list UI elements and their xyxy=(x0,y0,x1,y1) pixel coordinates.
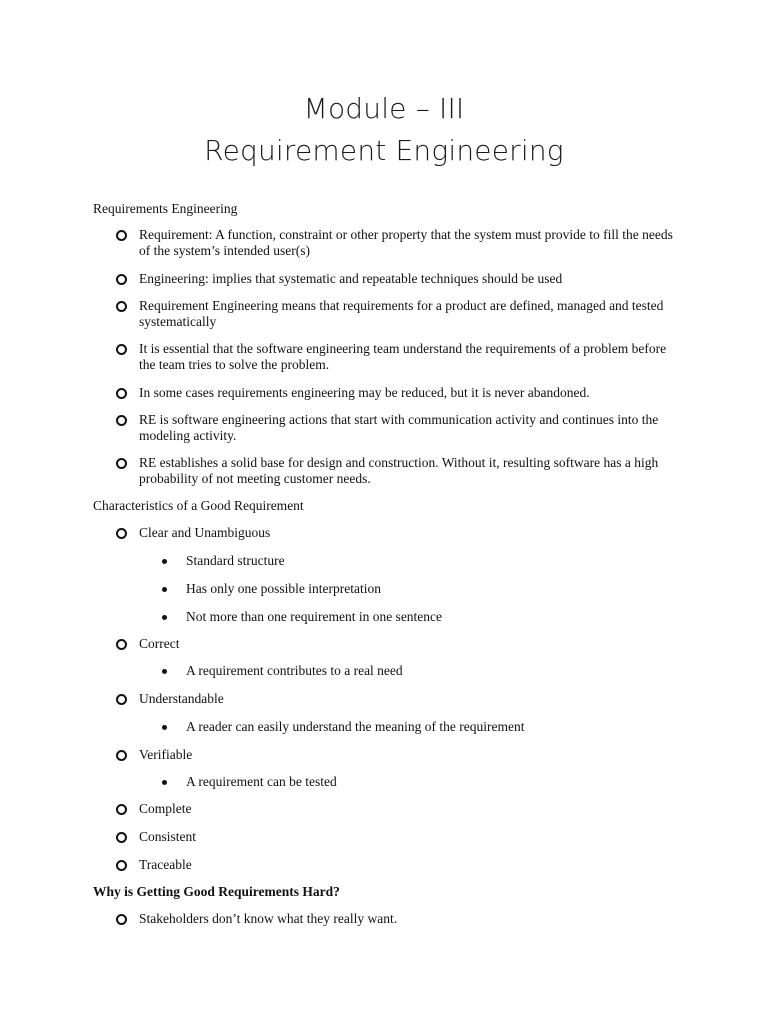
list-item xyxy=(116,455,676,487)
sub-list-item-text: A requirement can be tested xyxy=(186,774,337,789)
list-item-text: Traceable xyxy=(139,857,192,872)
circle-bullet-icon xyxy=(116,832,127,843)
sub-list-item xyxy=(162,553,662,569)
circle-bullet-icon xyxy=(116,639,127,650)
sub-list-item-text: Not more than one requirement in one sentence xyxy=(186,609,443,624)
list-item xyxy=(116,911,676,927)
list-item xyxy=(116,801,676,817)
sub-list-item xyxy=(162,609,662,625)
list-item xyxy=(116,271,676,287)
list-item-text: Verifiable xyxy=(139,747,193,762)
dot-bullet-icon xyxy=(162,587,167,592)
circle-bullet-icon xyxy=(116,230,127,241)
list-item-text: Understandable xyxy=(139,691,224,706)
list-item xyxy=(116,341,676,373)
section-heading-why-hard: Why is Getting Good Requirements Hard? xyxy=(93,884,340,899)
dot-bullet-icon xyxy=(162,615,167,620)
list-item-text: RE establishes a solid base for design and construction. Without it, resulting software has a high probability of not meeting customer needs. xyxy=(139,455,659,486)
sub-list-item-text: A requirement contributes to a real need xyxy=(186,663,403,678)
circle-bullet-icon xyxy=(116,458,127,469)
document-title xyxy=(0,88,768,172)
dot-bullet-icon xyxy=(162,559,167,564)
dot-bullet-icon xyxy=(162,669,167,674)
section-heading-requirements-engineering: Requirements Engineering xyxy=(93,201,238,216)
dot-bullet-icon xyxy=(162,725,167,730)
list-item-text: Correct xyxy=(139,636,180,651)
circle-bullet-icon xyxy=(116,301,127,312)
circle-bullet-icon xyxy=(116,415,127,426)
sub-list-item xyxy=(162,581,662,597)
list-item-text: Consistent xyxy=(139,829,197,844)
circle-bullet-icon xyxy=(116,388,127,399)
list-item xyxy=(116,385,676,401)
circle-bullet-icon xyxy=(116,274,127,285)
list-item-text: RE is software engineering actions that start with communication activity and continues into the modeling activity. xyxy=(139,412,659,443)
circle-bullet-icon xyxy=(116,860,127,871)
list-item xyxy=(116,412,676,444)
list-item xyxy=(116,636,676,652)
sub-list-item-text: A reader can easily understand the meaning of the requirement xyxy=(186,719,525,734)
section-heading-characteristics: Characteristics of a Good Requirement xyxy=(93,498,304,513)
list-item-text: Stakeholders don’t know what they really want. xyxy=(139,911,398,926)
list-item xyxy=(116,525,676,541)
list-item-text: Complete xyxy=(139,801,192,816)
list-item-text: Engineering: implies that systematic and repeatable techniques should be used xyxy=(139,271,563,286)
circle-bullet-icon xyxy=(116,750,127,761)
list-item xyxy=(116,829,676,845)
sub-list-item-text: Standard structure xyxy=(186,553,285,568)
list-item-text: Requirement Engineering means that requirements for a product are defined, managed and tested systematically xyxy=(139,298,664,329)
sub-list-item-text: Has only one possible interpretation xyxy=(186,581,381,596)
circle-bullet-icon xyxy=(116,344,127,355)
circle-bullet-icon xyxy=(116,804,127,815)
list-item xyxy=(116,298,676,330)
list-item xyxy=(116,691,676,707)
list-item-text: Requirement: A function, constraint or other property that the system must provide to fill the needs of the system’s intended user(s) xyxy=(139,227,673,258)
circle-bullet-icon xyxy=(116,914,127,925)
sub-list-item xyxy=(162,663,662,679)
sub-list-item xyxy=(162,774,662,790)
list-item xyxy=(116,857,676,873)
list-item xyxy=(116,747,676,763)
list-item-text: It is essential that the software engineering team understand the requirements of a problem before the team tries to solve the problem. xyxy=(139,341,667,372)
circle-bullet-icon xyxy=(116,694,127,705)
title-module: Module – III xyxy=(303,92,465,125)
sub-list-item xyxy=(162,719,662,735)
title-subject: Requirement Engineering xyxy=(204,134,564,167)
dot-bullet-icon xyxy=(162,780,167,785)
list-item-text: Clear and Unambiguous xyxy=(139,525,271,540)
circle-bullet-icon xyxy=(116,528,127,539)
list-item xyxy=(116,227,676,259)
list-item-text: In some cases requirements engineering may be reduced, but it is never abandoned. xyxy=(139,385,590,400)
